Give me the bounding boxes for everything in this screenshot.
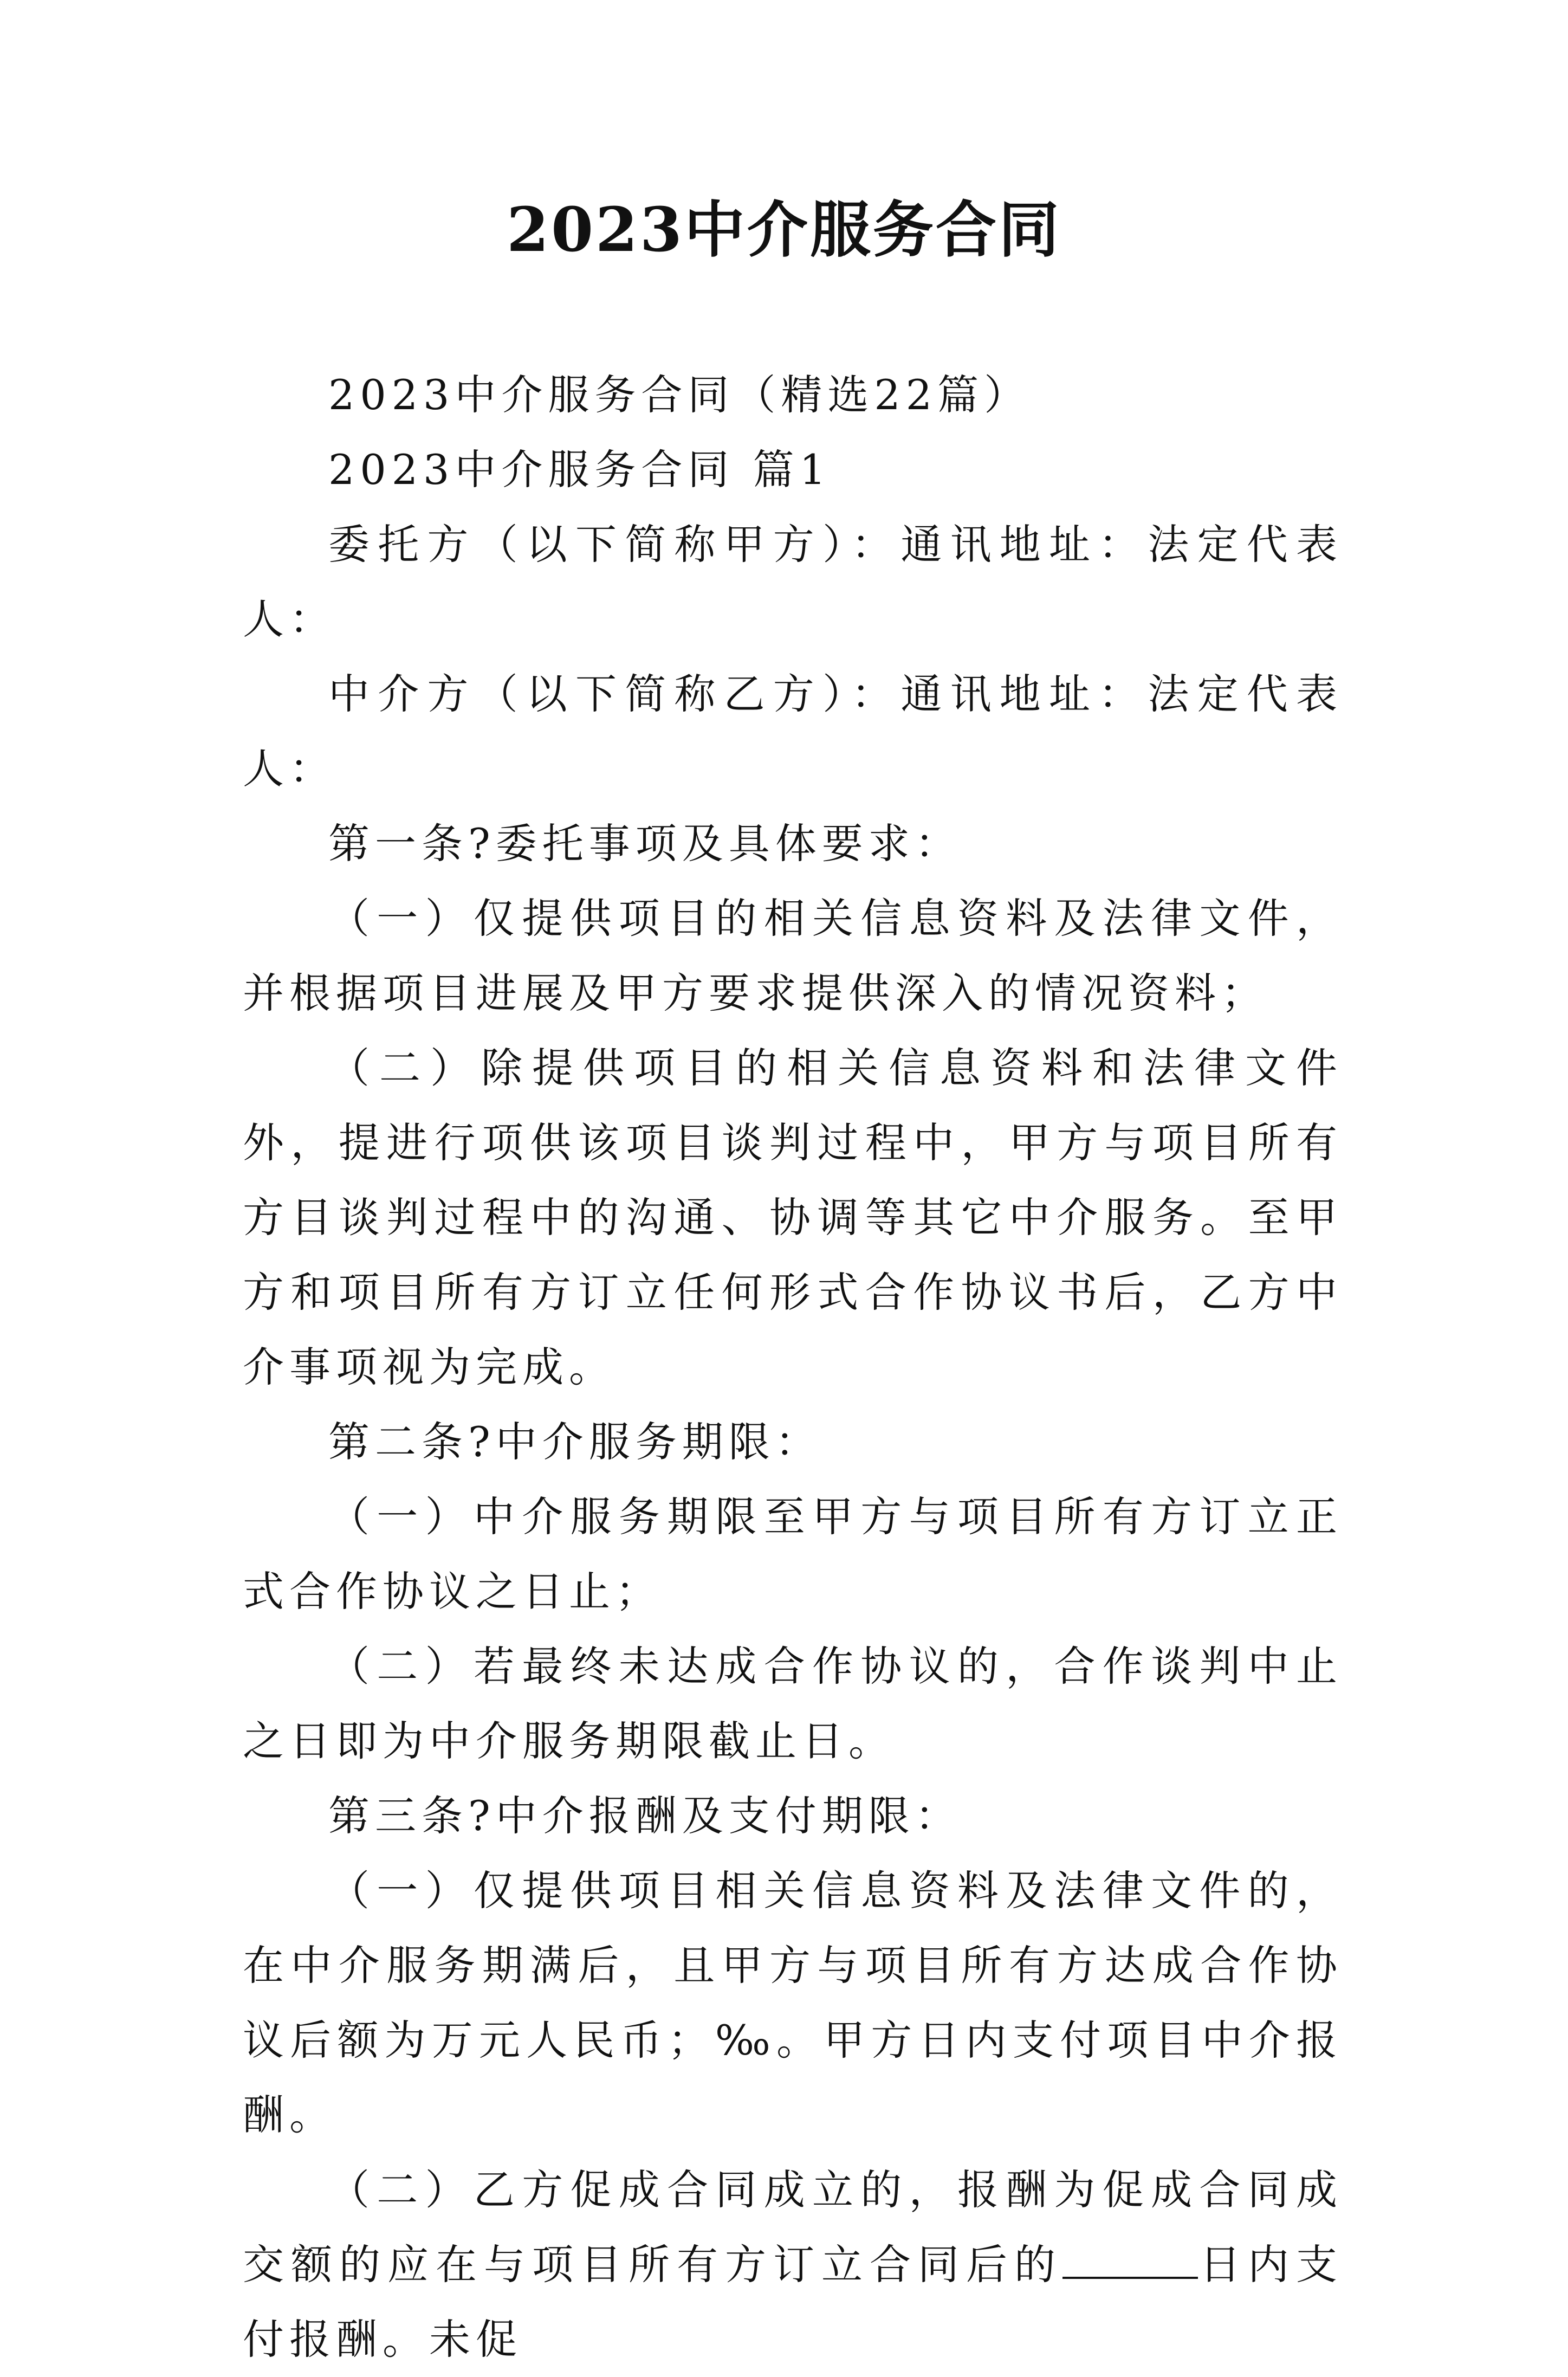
article-3-clause-2 xyxy=(243,2153,1343,2377)
party-a-line: 委托方（以下简称甲方）：通讯地址：法定代表人： xyxy=(243,520,1343,643)
document-title: 2023中介服务合同 xyxy=(507,195,1061,266)
article-2-clause-2: （二）若最终未达成合作协议的，合作谈判中止之日即为中介服务期限截止日。 xyxy=(243,1642,1343,1765)
party-b-line: 中介方（以下简称乙方）：通讯地址：法定代表人： xyxy=(243,670,1343,793)
fill-in-blank xyxy=(1062,2239,1198,2279)
clause-text-after-blank: 日内支付报酬。未促 xyxy=(243,2240,1343,2363)
article-2-heading: 第二条?中介服务期限： xyxy=(328,1418,822,1466)
article-3-clause-1: （一）仅提供项目相关信息资料及法律文件的，在中介服务期满后，且甲方与项目所有方达成合作协议后额为万元人民币；‰。甲方日内支付项目中介报酬。 xyxy=(243,1866,1343,2139)
section-heading: 2023中介服务合同 篇1 xyxy=(328,445,831,494)
article-3-heading: 第三条?中介报酬及支付期限： xyxy=(328,1792,962,1840)
article-1-clause-1: （一）仅提供项目的相关信息资料及法律文件，并根据项目进展及甲方要求提供深入的情况资料； xyxy=(243,894,1343,1017)
article-1-clause-2: （二）除提供项目的相关信息资料和法律文件外，提进行项供该项目谈判过程中，甲方与项目所有方目谈判过程中的沟通、协调等其它中介服务。至甲方和项目所有方订立任何形式合作协议书后，乙方中介事项视为完成。 xyxy=(243,1044,1343,1391)
document-body xyxy=(243,358,1343,2377)
article-2-clause-1: （一）中介服务期限至甲方与项目所有方订立正式合作协议之日止； xyxy=(243,1493,1343,1616)
article-1-heading: 第一条?委托事项及具体要求： xyxy=(328,819,962,868)
subtitle-line: 2023中介服务合同（精选22篇） xyxy=(328,371,1031,419)
clause-text-before-blank: （二）乙方促成合同成立的，报酬为促成合同成交额的应在与项目所有方订立合同后的 xyxy=(243,2166,1343,2289)
